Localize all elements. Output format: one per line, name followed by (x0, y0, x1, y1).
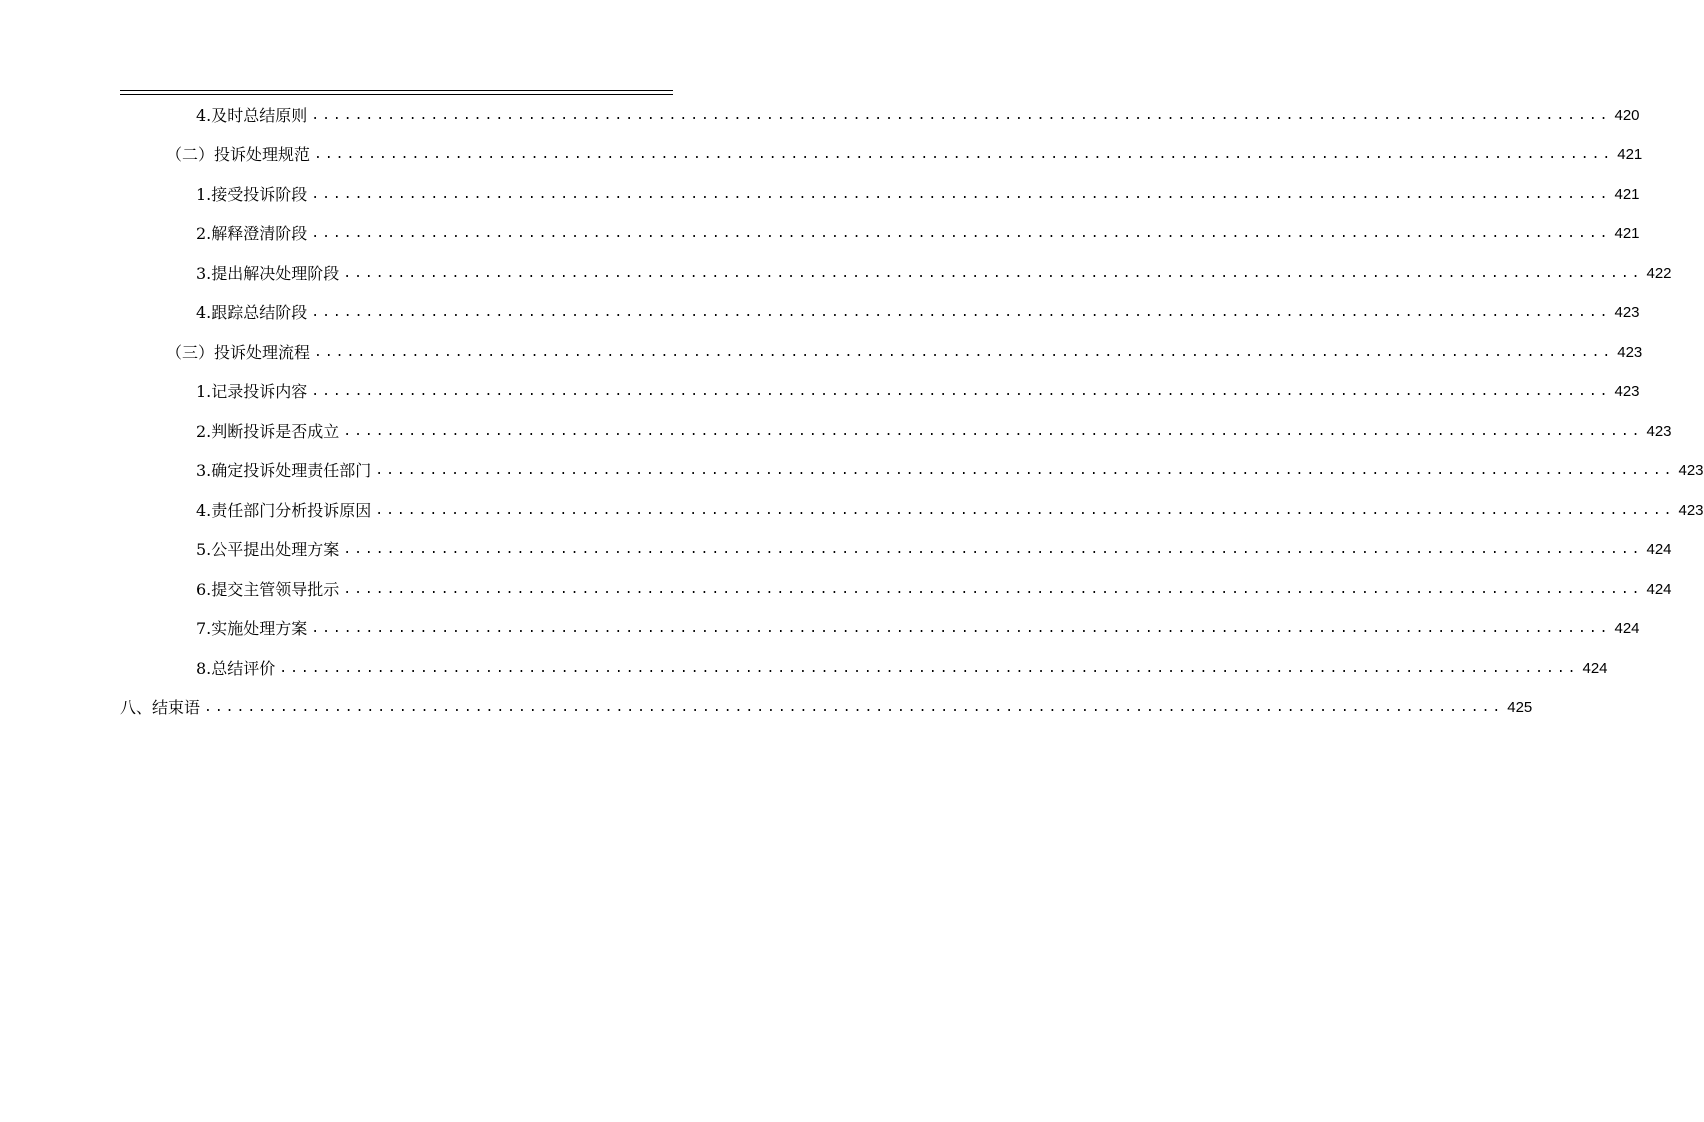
toc-leader-dots: ........................................................................................................................ (375, 463, 1675, 479)
toc-leader-dots: ........................................................................................................................ (343, 581, 1643, 597)
toc-entry-title: 公平提出处理方案 (211, 540, 340, 560)
toc-leader-dots: ........................................................................................................................ (311, 186, 1611, 202)
toc-entry-number: 3. (196, 263, 212, 283)
toc-entry-page: 421 (1614, 225, 1640, 243)
toc-entry-page: 423 (1614, 304, 1640, 322)
toc-entry-number: 7. (196, 619, 212, 639)
toc-leader-dots: ........................................................................................................................ (343, 265, 1643, 281)
toc-entry-page: 424 (1646, 541, 1672, 559)
toc-entry-title: 及时总结原则 (211, 105, 308, 125)
toc-leader-dots: ........................................................................................................................ (375, 502, 1675, 518)
toc-leader-dots: ........................................................................................................................ (314, 147, 1614, 163)
toc-entry-title: 责任部门分析投诉原因 (211, 500, 372, 520)
toc-entry-number: （三） (166, 342, 215, 362)
toc-entry[interactable] (196, 373, 1640, 412)
toc-entry[interactable] (196, 570, 1672, 609)
toc-entry-title: 提出解决处理阶段 (211, 263, 340, 283)
toc-entry-title: 记录投诉内容 (211, 382, 308, 402)
toc-entry[interactable] (196, 452, 1704, 491)
toc-entry[interactable] (166, 333, 1643, 372)
toc-entry-number: 八、 (120, 698, 153, 718)
toc-entry[interactable] (196, 215, 1640, 254)
toc-entry-page: 423 (1678, 501, 1704, 519)
toc-entry-page: 422 (1646, 264, 1672, 282)
toc-entry-page: 424 (1646, 580, 1672, 598)
toc-entry[interactable] (196, 610, 1640, 649)
toc-entry-number: 6. (196, 579, 212, 599)
toc-leader-dots: ........................................................................................................................ (343, 423, 1643, 439)
toc-entry-title: 结束语 (152, 698, 201, 718)
toc-entry-number: 1. (196, 184, 212, 204)
toc-entry-page: 423 (1617, 343, 1643, 361)
toc-entry-title: 确定投诉处理责任部门 (211, 461, 372, 481)
toc-entry-title: 跟踪总结阶段 (211, 303, 308, 323)
toc-leader-dots: ........................................................................................................................ (204, 700, 1504, 716)
toc-leader-dots: ........................................................................................................................ (311, 384, 1611, 400)
toc-entry-title: 实施处理方案 (211, 619, 308, 639)
toc-entry-number: 2. (196, 421, 212, 441)
toc-entry-page: 423 (1678, 462, 1704, 480)
toc-entry-number: 1. (196, 382, 212, 402)
toc-entry-page: 420 (1614, 106, 1640, 124)
toc-leader-dots: ........................................................................................................................ (343, 542, 1643, 558)
header-rule (120, 90, 673, 95)
toc-entry-page: 423 (1646, 422, 1672, 440)
toc-entry-number: 4. (196, 303, 212, 323)
toc-entry[interactable] (196, 175, 1640, 214)
toc-entry[interactable] (196, 412, 1672, 451)
toc-leader-dots: ........................................................................................................................ (314, 344, 1614, 360)
toc-entry-number: 2. (196, 224, 212, 244)
toc-entry-title: 提交主管领导批示 (211, 579, 340, 599)
toc-entry-title: 解释澄清阶段 (211, 224, 308, 244)
toc-entry-title: 判断投诉是否成立 (211, 421, 340, 441)
toc-entry-title: 接受投诉阶段 (211, 184, 308, 204)
toc-entry-number: 4. (196, 105, 212, 125)
toc-entry-page: 424 (1614, 620, 1640, 638)
toc-entry-number: （二） (166, 145, 215, 165)
toc-entry-page: 423 (1614, 383, 1640, 401)
toc-entry-number: 5. (196, 540, 212, 560)
toc-leader-dots: ........................................................................................................................ (311, 621, 1611, 637)
toc-entry-page: 421 (1614, 185, 1640, 203)
toc-entry[interactable] (196, 96, 1640, 135)
toc-entry-page: 424 (1582, 659, 1608, 677)
toc-entry-title: 投诉处理流程 (214, 342, 311, 362)
toc-entry-title: 投诉处理规范 (214, 145, 311, 165)
toc-entry[interactable] (196, 294, 1640, 333)
toc-entry-page: 421 (1617, 146, 1643, 164)
toc-entry-number: 4. (196, 500, 212, 520)
toc-leader-dots: ........................................................................................................................ (311, 226, 1611, 242)
toc-entry-number: 3. (196, 461, 212, 481)
toc-leader-dots: ........................................................................................................................ (311, 107, 1611, 123)
toc-entry[interactable] (166, 136, 1643, 175)
toc-entry-title: 总结评价 (211, 658, 276, 678)
toc-leader-dots: ........................................................................................................................ (311, 305, 1611, 321)
toc-entry[interactable] (196, 254, 1672, 293)
toc-leader-dots: ........................................................................................................................ (279, 660, 1579, 676)
toc-entry[interactable] (196, 649, 1608, 688)
toc-entry[interactable] (196, 491, 1704, 530)
toc-entry[interactable] (196, 531, 1672, 570)
toc-entry-page: 425 (1507, 699, 1533, 717)
toc-entry[interactable] (120, 689, 1533, 728)
toc-entry-number: 8. (196, 658, 212, 678)
